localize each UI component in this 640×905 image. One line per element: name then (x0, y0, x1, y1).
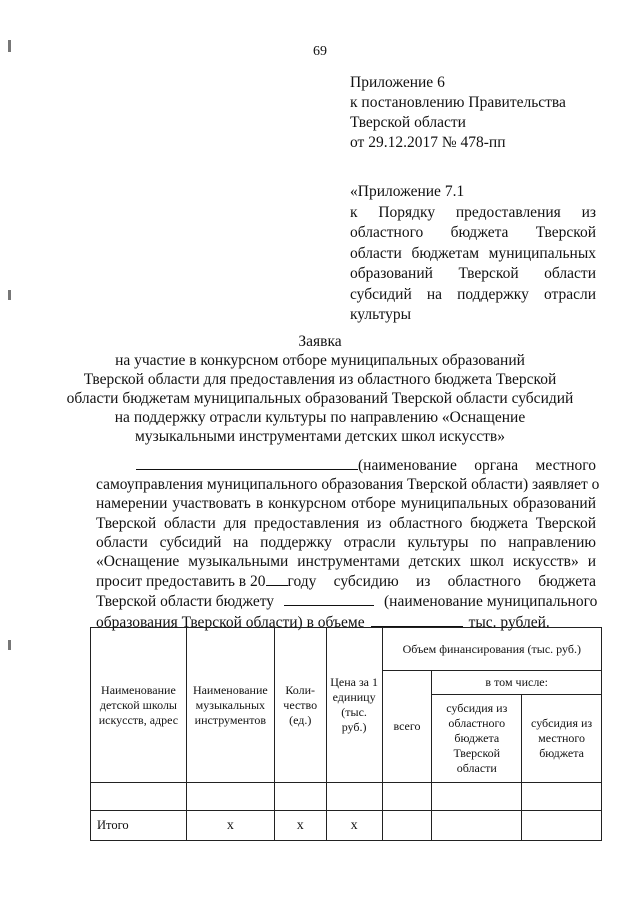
table-row (91, 783, 602, 811)
header-regional-subsidy: субсидия из областного бюджета Тверской области (432, 695, 522, 783)
application-body (96, 455, 600, 632)
table-cell[interactable] (432, 811, 522, 841)
appendix-sub-line: субсидий на поддержку отрасли (350, 285, 596, 303)
appendix-main-line: Приложение 6 (350, 74, 445, 91)
page-number: 69 (313, 44, 327, 59)
table-cell[interactable] (522, 783, 602, 811)
body-line: (наименование муниципального (384, 593, 598, 611)
header-local-subsidy: субсидия из местного бюджета (522, 695, 602, 783)
subtitle-line: музыкальными инструментами детских школ искусств» (135, 428, 505, 445)
table-cell[interactable] (522, 811, 602, 841)
header-school: Наименование детской школы искусств, адрес (91, 628, 187, 783)
header-instruments: Наименование музыкальных инструментов (186, 628, 274, 783)
subtitle-line: на поддержку отрасли культуры по направлению «Оснащение (114, 409, 526, 426)
appendix-main-line: от 29.12.2017 № 478-пп (350, 134, 506, 151)
appendix-main-line: Тверской области (350, 114, 466, 131)
appendix-main-block (350, 73, 566, 153)
body-line: тыс. рублей. (468, 613, 550, 631)
table-cell[interactable] (382, 811, 432, 841)
year-blank[interactable] (266, 571, 288, 586)
header-price: Цена за 1 единицу (тыс. руб.) (326, 628, 382, 783)
appendix-sub-line: областного бюджета Тверской (350, 224, 596, 241)
table-cell[interactable] (326, 783, 382, 811)
header-total: всего (382, 671, 432, 783)
body-line: просит предоставить в 20 (96, 573, 266, 591)
table-cell[interactable] (274, 783, 326, 811)
body-line: образования Тверской области) в объеме (96, 613, 365, 631)
appendix-main-line: к постановлению Правительства (350, 94, 566, 111)
body-line: области субсидий на поддержку отрасли культуры по направлению (96, 533, 596, 551)
total-row (91, 811, 602, 841)
appendix-sub-line: к Порядку предоставления из (350, 203, 596, 221)
table-cell[interactable] (186, 783, 274, 811)
body-line: «Оснащение музыкальными инструментами детских школ искусств» и (96, 553, 596, 571)
header-funding: Объем финансирования (тыс. руб.) (382, 628, 601, 671)
appendix-sub-line: «Приложение 7.1 (350, 183, 465, 200)
total-row-label: Итого (91, 811, 187, 841)
x-mark: х (186, 811, 274, 841)
authority-name-blank[interactable] (136, 455, 358, 470)
x-mark: х (326, 811, 382, 841)
body-line: году субсидию из областного бюджета (287, 573, 596, 591)
subtitle-line: на участие в конкурсном отборе муниципальных образований (115, 352, 525, 369)
body-line: (наименование органа местного (358, 457, 596, 474)
header-quantity: Коли-чество (ед.) (274, 628, 326, 783)
table-cell[interactable] (91, 783, 187, 811)
table-cell[interactable] (382, 783, 432, 811)
appendix-sub-line: образований Тверской области (350, 265, 596, 282)
scan-mark (8, 640, 11, 650)
x-mark: х (274, 811, 326, 841)
amount-blank[interactable] (371, 612, 463, 627)
appendix-sub-block (350, 182, 596, 326)
body-line: Тверской области для предоставления из областного бюджета Тверской (96, 514, 596, 532)
appendix-sub-line: области бюджетам муниципальных (350, 244, 596, 262)
scan-mark (8, 290, 11, 300)
subtitle-line: Тверской области для предоставления из областного бюджета Тверской (83, 371, 557, 388)
body-line: намерении участвовать в конкурсном отборе муниципальных образований (96, 495, 596, 513)
body-line: Тверской области бюджету (96, 593, 275, 611)
document-title: Заявка (298, 333, 342, 350)
funding-table (90, 627, 602, 841)
municipality-blank[interactable] (284, 591, 374, 606)
subtitle-line: области бюджетам муниципальных образований Тверской области субсидий (66, 390, 574, 407)
appendix-sub-line: культуры (350, 306, 412, 323)
header-including: в том числе: (432, 671, 602, 695)
body-line: самоуправления муниципального образования Тверской области) заявляет о (96, 476, 600, 494)
table-cell[interactable] (432, 783, 522, 811)
